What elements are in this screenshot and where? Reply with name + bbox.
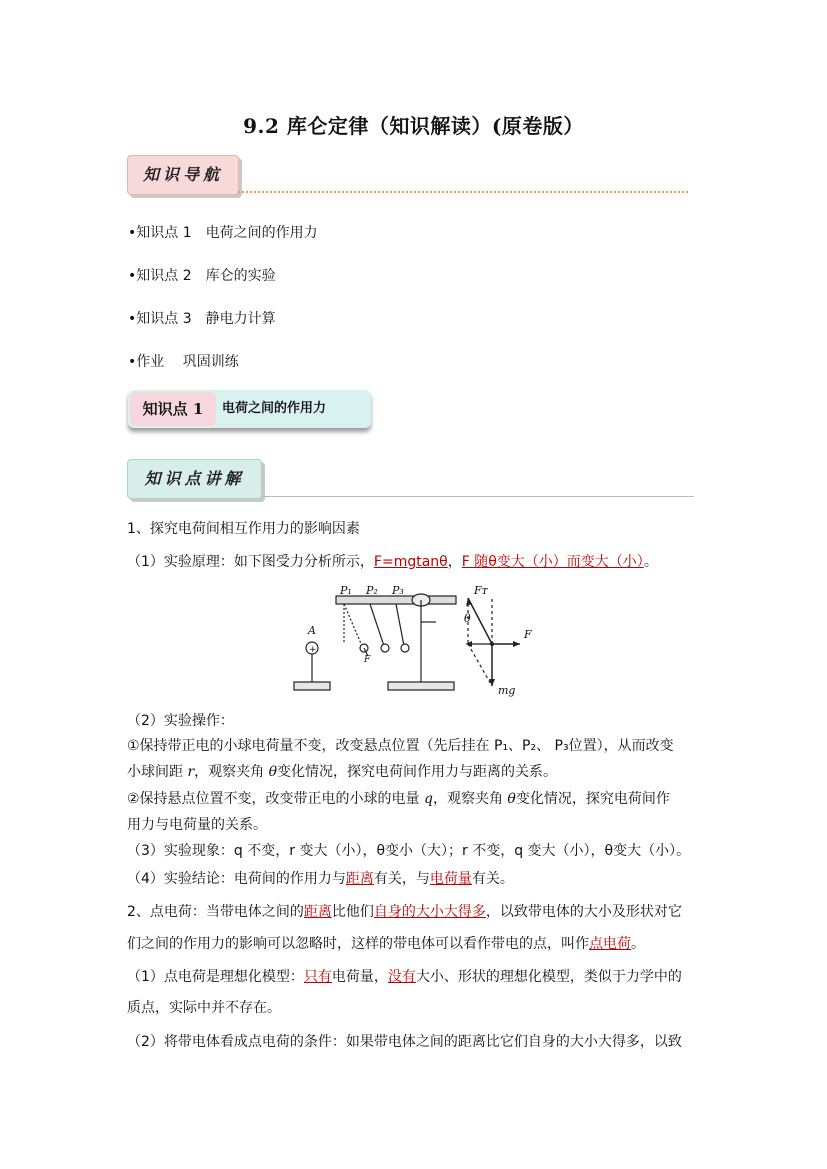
s1-operation-1a: ①保持带正电的小球电荷量不变，改变悬点位置（先后挂在 P₁、P₂、 P₃位置），从而改变	[127, 738, 674, 754]
relation-red: F 随θ变大（小）而变大（小）	[461, 554, 644, 570]
label-a: A	[308, 624, 316, 637]
knowledge-point-tag: 知识点 1	[130, 392, 216, 426]
s2-definition-b: 们之间的作用力的影响可以忽略时，这样的带电体可以看作带电的点，叫作点电荷。	[127, 936, 645, 952]
label-p3: P₃	[392, 584, 404, 597]
s2-definition-a: 2、点电荷：当带电体之间的距离比他们自身的大小大得多，以致带电体的大小及形状对它	[127, 904, 682, 920]
formula-red: F=mgtanθ	[373, 554, 448, 570]
s2-condition: （2）将带电体看成点电荷的条件：如果带电体之间的距离比它们自身的大小大得多，以致	[127, 1034, 682, 1050]
label-p1: P₁	[340, 584, 352, 597]
knowledge-point-title: 电荷之间的作用力	[222, 401, 327, 416]
s1-operation-1b: 小球间距 r，观察夹角 θ变化情况，探究电荷间作用力与距离的关系。	[127, 764, 558, 780]
ft-arrow	[468, 598, 492, 644]
s1-operation-2a: ②保持悬点位置不变，改变带正电的小球的电量 q，观察夹角 θ变化情况，探究电荷间作	[127, 791, 670, 807]
s2-model-a: （1）点电荷是理想化模型：只有电荷量，没有大小、形状的理想化模型，类似于力学中的	[127, 969, 682, 985]
nav-item-3[interactable]: •知识点 3 静电力计算	[128, 311, 276, 327]
experiment-figure	[280, 582, 550, 698]
knowledge-point-1-header	[128, 390, 371, 428]
s1-operation-title: （2）实验操作：	[127, 713, 234, 729]
s1-phenomenon: （3）实验现象：q 不变，r 变大（小），θ变小（大）；r 不变，q 变大（小），θ变大（小）。	[127, 843, 691, 859]
nav-banner: 知识导航	[127, 155, 239, 195]
nav-item-2[interactable]: •知识点 2 库仑的实验	[128, 268, 276, 284]
label-f-small: F	[364, 655, 371, 665]
s1-principle: （1）实验原理：如下图受力分析所示，F=mgtanθ，F 随θ变大（小）而变大（小）。	[127, 554, 658, 570]
s1-operation-2b: 用力与电荷量的关系。	[127, 817, 267, 833]
explain-divider	[262, 496, 694, 497]
svg-text:+: +	[309, 645, 317, 655]
support-base	[388, 682, 454, 690]
label-theta: θ	[464, 612, 471, 625]
nav-divider	[238, 191, 688, 193]
explain-banner: 知识点讲解	[127, 459, 262, 499]
string-2	[370, 604, 384, 646]
label-f: F	[524, 628, 532, 641]
label-p2: P₂	[366, 584, 378, 597]
support-bar	[336, 596, 456, 604]
page-title: 9.2 库仑定律（知识解读）(原卷版）	[243, 114, 584, 138]
s1-heading: 1、探究电荷间相互作用力的影响因素	[127, 521, 360, 537]
label-ft: Fᴛ	[474, 584, 488, 597]
nav-item-4[interactable]: •作业 巩固训练	[128, 354, 239, 370]
label-mg: mg	[498, 684, 516, 697]
string-3	[396, 604, 404, 646]
charge-a-base	[294, 682, 330, 690]
s2-model-b: 质点，实际中并不存在。	[127, 1000, 281, 1016]
string-1	[344, 604, 362, 646]
s1-conclusion: （4）实验结论：电荷间的作用力与距离有关，与电荷量有关。	[127, 871, 514, 887]
nav-item-1[interactable]: •知识点 1 电荷之间的作用力	[128, 225, 318, 241]
